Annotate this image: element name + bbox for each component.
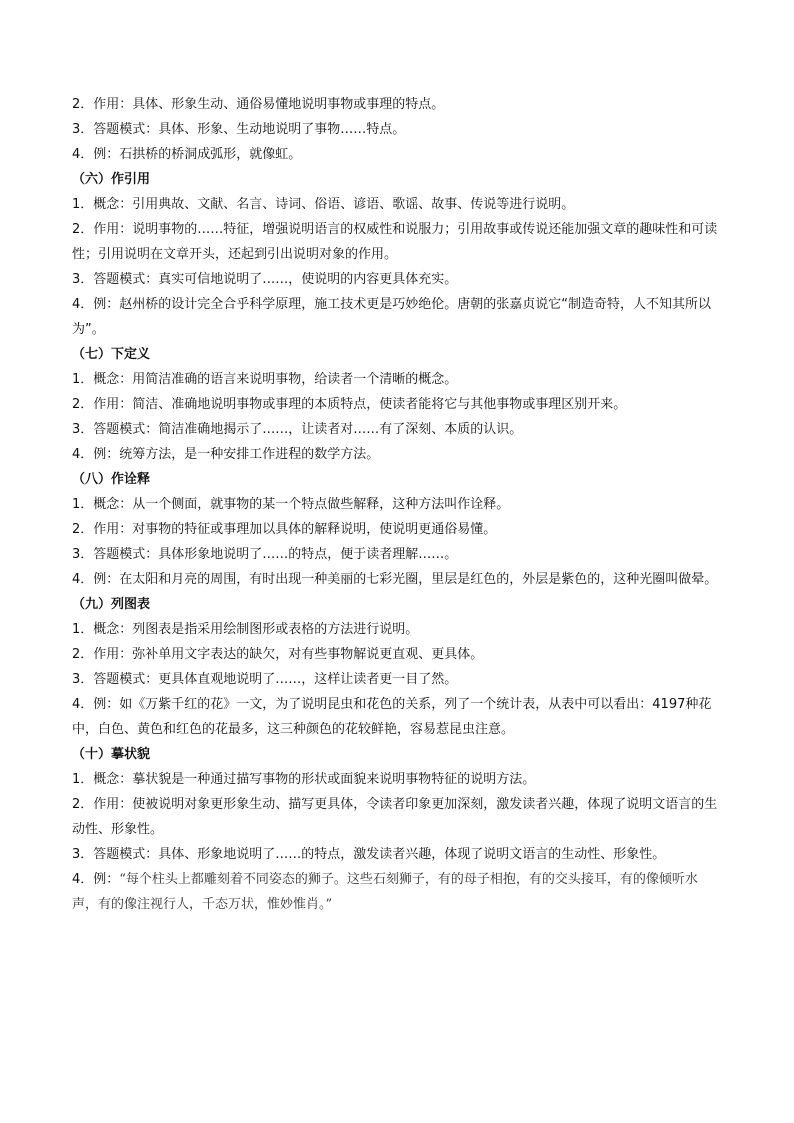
list-item xyxy=(72,867,722,917)
list-item: 1．概念：列图表是指采用绘制图形或表格的方法进行说明。 xyxy=(72,622,419,637)
list-item: 3．答题模式：真实可信地说明了……，使说明的内容更具体充实。 xyxy=(72,272,458,287)
list-item: 3．答题模式：具体、形象、生动地说明了事物……特点。 xyxy=(72,122,406,137)
list-item: 1．概念：用简洁准确的语言来说明事物，给读者一个清晰的概念。 xyxy=(72,372,458,387)
section-heading: （八）作诠释 xyxy=(72,472,151,487)
section-heading: （七）下定义 xyxy=(72,347,151,362)
list-item: 2．作用：弥补单用文字表达的缺欠，对有些事物解说更直观、更具体。 xyxy=(72,647,484,662)
list-item: 2．作用：具体、形象生动、通俗易懂地说明事物或事理的特点。 xyxy=(72,97,445,112)
section-heading: （六）作引用 xyxy=(72,172,151,187)
list-item: 1．概念：从一个侧面，就事物的某一个特点做些解释，这种方法叫作诠释。 xyxy=(72,497,510,512)
example-label: 4．例： xyxy=(72,872,120,887)
example-quote: “每个柱头上都雕刻着不同姿态的狮子。这些石刻狮子，有的母子相抱，有的交头接耳，有的像倾听水声，有的像注视行人，千态万状，惟妙惟肖。” xyxy=(72,872,698,912)
list-item: 4．例：统筹方法，是一种安排工作进程的数学方法。 xyxy=(72,447,380,462)
list-item: 3．答题模式：更具体直观地说明了……，这样让读者更一目了然。 xyxy=(72,672,458,687)
list-item: 4．例：如《万紫千红的花》一文，为了说明昆虫和花色的关系，列了一个统计表，从表中可以看出：4197种花中，白色、黄色和红色的花最多，这三种颜色的花较鲜艳，容易惹昆虫注意。 xyxy=(72,697,712,737)
section-heading: （十）摹状貌 xyxy=(72,747,151,762)
list-item: 2．作用：简洁、准确地说明事物或事理的本质特点，使读者能将它与其他事物或事理区别开来。 xyxy=(72,397,627,412)
list-item: 1．概念：引用典故、文献、名言、诗词、俗语、谚语、歌谣、故事、传说等进行说明。 xyxy=(72,197,575,212)
list-item: 1．概念：摹状貌是一种通过描写事物的形状或面貌来说明事物特征的说明方法。 xyxy=(72,772,536,787)
list-item: 2．作用：使被说明对象更形象生动、描写更具体，令读者印象更加深刻，激发读者兴趣，体现了说明文语言的生动性、形象性。 xyxy=(72,797,718,837)
list-item: 4．例：赵州桥的设计完全合乎科学原理，施工技术更是巧妙绝伦。唐朝的张嘉贞说它“制造奇特，人不知其所以为”。 xyxy=(72,297,712,337)
list-item: 3．答题模式：具体、形象地说明了……的特点，激发读者兴趣，体现了说明文语言的生动性、形象性。 xyxy=(72,847,666,862)
list-item: 2．作用：说明事物的……特征，增强说明语言的权威性和说服力；引用故事或传说还能加强文章的趣味性和可读性；引用说明在文章开头，还起到引出说明对象的作用。 xyxy=(72,222,718,262)
list-item: 4．例：在太阳和月亮的周围，有时出现一种美丽的七彩光圈，里层是红色的，外层是紫色的，这种光圈叫做晕。 xyxy=(72,572,718,587)
list-item: 3．答题模式：简洁准确地揭示了……，让读者对……有了深刻、本质的认识。 xyxy=(72,422,523,437)
list-item: 4．例：石拱桥的桥洞成弧形，就像虹。 xyxy=(72,147,302,162)
list-item: 2．作用：对事物的特征或事理加以具体的解释说明，使说明更通俗易懂。 xyxy=(72,522,497,537)
list-item: 3．答题模式：具体形象地说明了……的特点，便于读者理解……。 xyxy=(72,547,458,562)
section-heading: （九）列图表 xyxy=(72,597,151,612)
